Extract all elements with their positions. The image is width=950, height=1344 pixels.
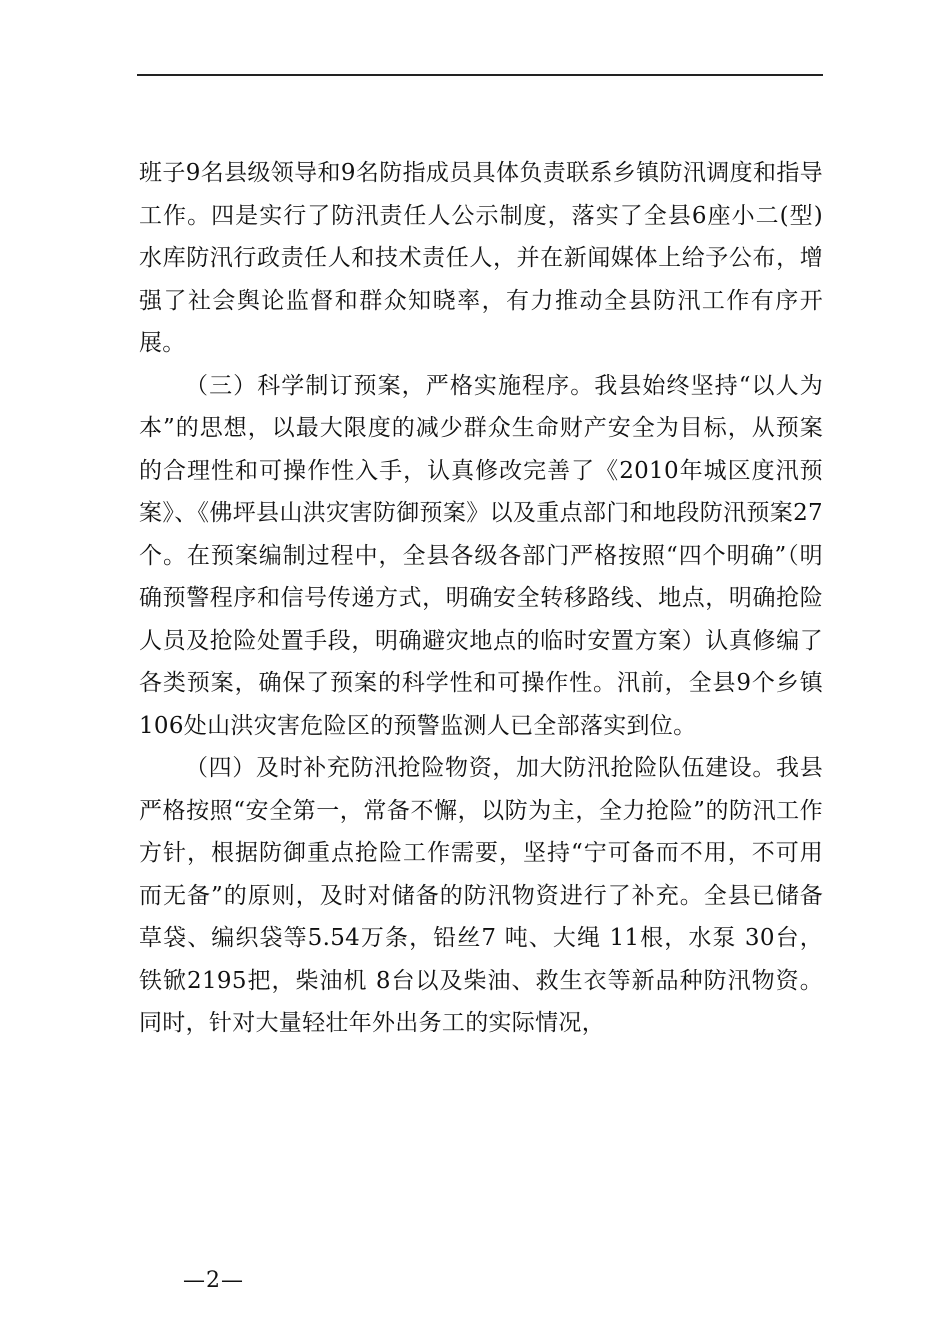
page-number: —2—	[183, 1268, 244, 1293]
document-body	[139, 152, 823, 1045]
header-rule	[137, 74, 823, 76]
paragraph-section-four: （四）及时补充防汛抢险物资，加大防汛抢险队伍建设。我县严格按照“安全第一，常备不懈，以防为主，全力抢险”的防汛工作方针，根据防御重点抢险工作需要，坚持“宁可备而不用，不可用而无备”的原则，及时对储备的防汛物资进行了补充。全县已储备草袋、编织袋等5.54万条，铅丝7 吨、大绳 11根，水泵 30台，铁锨2195把，柴油机 8台以及柴油、救生衣等新品种防汛物资。同时，针对大量轻壮年外出务工的实际情况，	[139, 755, 823, 1036]
paragraph-continuation: 班子9名县级领导和9名防指成员具体负责联系乡镇防汛调度和指导工作。四是实行了防汛责任人公示制度，落实了全县6座小二(型)水库防汛行政责任人和技术责任人，并在新闻媒体上给予公布，增强了社会舆论监督和群众知晓率，有力推动全县防汛工作有序开展。	[139, 160, 823, 356]
paragraph-section-three: （三）科学制订预案，严格实施程序。我县始终坚持“以人为本”的思想，以最大限度的减少群众生命财产安全为目标，从预案的合理性和可操作性入手，认真修改完善了《2010年城区度汛预案》、《佛坪县山洪灾害防御预案》以及重点部门和地段防汛预案27个。在预案编制过程中，全县各级各部门严格按照“四个明确”（明确预警程序和信号传递方式，明确安全转移路线、地点，明确抢险人员及抢险处置手段，明确避灾地点的临时安置方案）认真修编了各类预案，确保了预案的科学性和可操作性。汛前，全县9个乡镇106处山洪灾害危险区的预警监测人已全部落实到位。	[139, 372, 823, 739]
